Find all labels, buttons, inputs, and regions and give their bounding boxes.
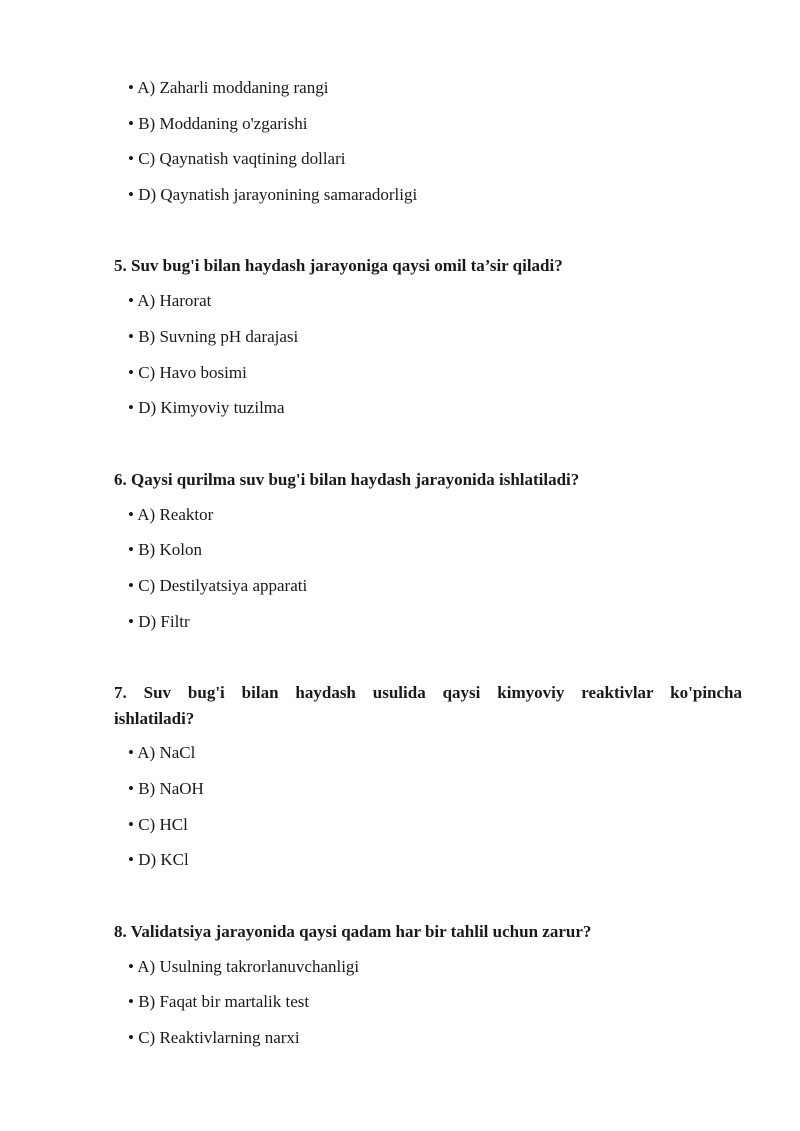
option-a: • A) Usulning takrorlanuvchanligi xyxy=(128,957,360,976)
option-c: • C) Qaynatish vaqtining dollari xyxy=(128,149,346,168)
option-d: • D) Qaynatish jarayonining samaradorligi xyxy=(128,185,418,204)
option-c: • C) Havo bosimi xyxy=(128,363,247,382)
option-d: • D) KCl xyxy=(128,850,189,869)
option-b: • B) Faqat bir martalik test xyxy=(128,992,310,1011)
question-7-line-2: ishlatiladi? xyxy=(114,709,195,728)
option-a: • A) Reaktor xyxy=(128,505,214,524)
option-b: • B) Kolon xyxy=(128,540,202,559)
question-5-text: 5. Suv bug'i bilan haydash jarayoniga qaysi omil ta’sir qiladi? xyxy=(114,256,563,275)
option-b: • B) Suvning pH darajasi xyxy=(128,327,299,346)
option-b: • B) NaOH xyxy=(128,779,204,798)
option-a: • A) NaCl xyxy=(128,743,196,762)
option-a: • A) Zaharli moddaning rangi xyxy=(128,78,329,97)
option-c: • C) HCl xyxy=(128,815,188,834)
question-7-line-1: 7. Suv bug'i bilan haydash usulida qaysi kimyoviy reaktivlar ko'pincha xyxy=(114,683,742,702)
option-c: • C) Destilyatsiya apparati xyxy=(128,576,308,595)
question-7-text xyxy=(114,680,742,732)
option-d: • D) Filtr xyxy=(128,612,190,631)
option-a: • A) Harorat xyxy=(128,291,212,310)
option-c: • C) Reaktivlarning narxi xyxy=(128,1028,300,1047)
option-d: • D) Kimyoviy tuzilma xyxy=(128,398,285,417)
question-6-text: 6. Qaysi qurilma suv bug'i bilan haydash jarayonida ishlatiladi? xyxy=(114,470,580,489)
option-b: • B) Moddaning o'zgarishi xyxy=(128,114,308,133)
question-8-text: 8. Validatsiya jarayonida qaysi qadam har bir tahlil uchun zarur? xyxy=(114,922,592,941)
